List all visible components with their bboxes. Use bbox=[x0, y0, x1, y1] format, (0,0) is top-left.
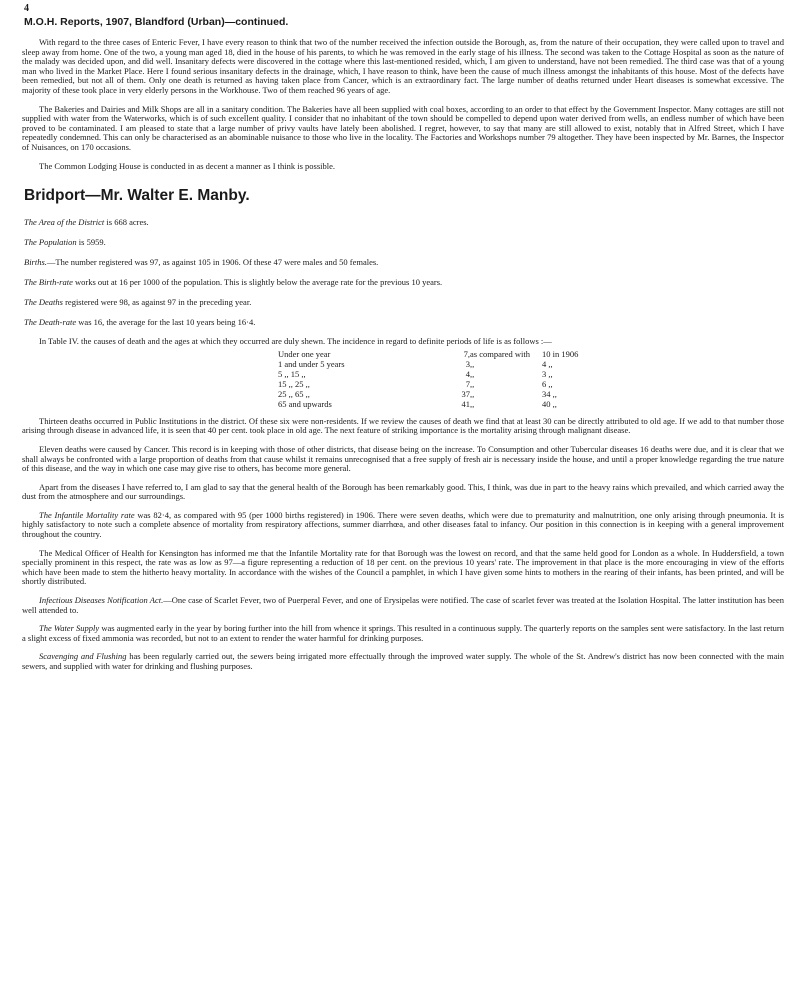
previous-year-cell: 40 ,, bbox=[542, 398, 557, 409]
previous-year-cell: 6 ,, bbox=[542, 378, 553, 389]
compared-cell: ,, bbox=[470, 388, 475, 399]
infectious-diseases-paragraph bbox=[22, 596, 784, 615]
institutions-paragraph: Thirteen deaths occurred in Public Institutions in the district. Of these six were non-residents. If we review the causes of death we find that at least 30 can be directly attributed to old age. If we add to that number those arising through disease in advanced life, it is seen that 40 per cent. took place in old age. The next feature of striking importance is the mortality arising through malignant disease. bbox=[22, 415, 784, 436]
deathrate-line bbox=[24, 317, 784, 327]
population-text: is 5959. bbox=[76, 237, 106, 248]
page-number: 4 bbox=[24, 3, 29, 14]
age-count-cell: 4 bbox=[465, 368, 470, 379]
age-count-cell: 37 bbox=[461, 388, 470, 399]
age-range-cell: 25 ,, 65 ,, bbox=[278, 388, 310, 399]
age-incidence-table bbox=[278, 349, 578, 409]
compared-cell: ,, bbox=[470, 378, 475, 389]
lodging-house-paragraph: The Common Lodging House is conducted in as decent a manner as I think is possible. bbox=[39, 160, 336, 171]
deathrate-label: The Death-rate bbox=[24, 317, 77, 328]
age-range-cell: 15 ,, 25 ,, bbox=[278, 378, 310, 389]
age-count-cell: 7, bbox=[463, 348, 470, 359]
bakeries-paragraph: The Bakeries and Dairies and Milk Shops are all in a sanitary condition. The Bakeries have all been supplied with coal boxes, according to an order to that effect by the Government Inspector. Many cottages are still not supplied with water from the Waterworks, which is of such excellent quality. I consider that no inhabitant of the town should be compelled to depend upon water derived from wells, an endless number of which have been proved to be contaminated. I am pleased to state that a large number of privy vaults have lately been abolished. I regret, however, to say that many are still allowed to exist, notably that in Alfred Street, which I have repeatedly condemned. This can only be characterised as an abominable nuisance to those who live in the locality. The Factories and Workshops number 79 altogether. They have been inspected by Mr. Barnes, the Inspector of Nuisances, on 170 occasions. bbox=[22, 103, 784, 152]
age-row bbox=[278, 369, 578, 379]
previous-year-cell: 4 ,, bbox=[542, 358, 553, 369]
births-label: Births. bbox=[24, 257, 47, 268]
population-line bbox=[24, 237, 784, 247]
population-label: The Population bbox=[24, 237, 77, 248]
deathrate-text: was 16, the average for the last 10 years being 16·4. bbox=[76, 317, 256, 328]
infant-label: The Infantile Mortality rate bbox=[39, 509, 135, 520]
age-row bbox=[278, 389, 578, 399]
age-row bbox=[278, 349, 578, 359]
age-count-cell: 41 bbox=[461, 398, 470, 409]
scavenging-label: Scavenging and Flushing bbox=[39, 651, 127, 662]
age-row bbox=[278, 379, 578, 389]
infant-mortality-paragraph bbox=[22, 511, 784, 540]
age-range-cell: Under one year bbox=[278, 348, 331, 359]
compared-cell: ,, bbox=[470, 358, 475, 369]
compared-cell: ,, bbox=[470, 398, 475, 409]
age-range-cell: 1 and under 5 years bbox=[278, 358, 345, 369]
infant-text: was 82·4, as compared with 95 (per 1000 births registered) in 1906. There were seven deaths, which were due to prematurity and malnutrition, one only arising through pneumonia. It is highly satisfactory to note such a complete absence of mortality from respiratory affections, summer diarrhœa, and other diseases fatal to infancy. Our position in this connection is in keeping with a general improvement throughout the country. bbox=[22, 509, 784, 540]
area-label: The Area of the District bbox=[24, 217, 105, 228]
enteric-fever-paragraph: With regard to the three cases of Enteric Fever, I have every reason to think that two of the number received the infection outside the Borough, as, from the nature of their occupation, they were called upon to travel and sleep away from home. One of the two, a young man aged 18, died in the house of his parents, to which he was removed in the early stage of his illness. The second was taken to the Cottage Hospital as soon as the nature of the malady was decided upon, and did well. Insanitary defects were discovered in the cottage where this last-mentioned resided, which, I am given to understand, have not been remedied. The third case was that of a young man who lived in the Market Place. Here I found serious insanitary defects in the drainage, which, I have reason to think, have been the cause of much illness amongst the inhabitants of this house. Most of the defects have been remedied, but not all of them. Only one death is returned as having taken place from Cancer, which is an extraordinary fact. The large number of deaths returned under Heart diseases is somewhat excessive. The majority of these took place in very elderly persons in the Workhouse. Two of them reached 96 years of age. bbox=[22, 37, 784, 95]
age-range-cell: 5 ,, 15 ,, bbox=[278, 368, 306, 379]
infectious-text: —One case of Scarlet Fever, two of Puerperal Fever, and one of Erysipelas were notified. The case of scarlet fever was treated at the Isolation Hospital. The latter institution has been well attended to. bbox=[22, 595, 784, 615]
birthrate-line bbox=[24, 277, 784, 287]
deaths-line bbox=[24, 297, 784, 307]
deaths-text: registered were 98, as against 97 in the preceding year. bbox=[62, 297, 252, 308]
age-row bbox=[278, 399, 578, 409]
area-line bbox=[24, 217, 784, 227]
births-text: —The number registered was 97, as against 105 in 1906. Of these 47 were males and 50 females. bbox=[46, 257, 379, 268]
previous-year-cell: 10 in 1906 bbox=[542, 348, 579, 359]
age-range-cell: 65 and upwards bbox=[278, 398, 332, 409]
births-line bbox=[24, 257, 784, 267]
kensington-paragraph: The Medical Officer of Health for Kensington has informed me that the Infantile Mortality rate for that Borough was the lowest on record, and that the same held good for London as a whole. In Huddersfield, a town specially prominent in this respect, the rate was as low as 97—a figure representing a reduction of 18 per cent. on the previous 10 years' rate. The improvement in that place is the more encouraging in view of the efforts which have been made to stem the hitherto heavy mortality. In accordance with the wishes of the Council a pamphlet, in which I have given some hints to mothers in the rearing of their infants, has been printed, and will be shortly distributed. bbox=[22, 547, 784, 587]
infectious-label: Infectious Diseases Notification Act. bbox=[39, 595, 164, 606]
scavenging-paragraph bbox=[22, 652, 784, 671]
table-intro-paragraph: In Table IV. the causes of death and the ages at which they occurred are duly shewn. The incidence in regard to definite periods of life is as follows :— bbox=[39, 336, 552, 347]
compared-cell: ,, bbox=[470, 368, 475, 379]
age-count-cell: 7 bbox=[465, 378, 470, 389]
bridport-heading: Bridport—Mr. Walter E. Manby. bbox=[24, 187, 250, 205]
scavenging-text: has been regularly carried out, the sewers being irrigated more effectually through the improved water supply. The whole of the St. Andrew's district has now been connected with the main sewers, and supplied with water for drinking and flushing purposes. bbox=[22, 651, 784, 671]
deaths-label: The Deaths bbox=[24, 297, 63, 308]
compared-cell: as compared with bbox=[470, 348, 530, 359]
water-text: was augmented early in the year by boring further into the hill from whence it springs. This resulted in a continuous supply. The quarterly reports on the samples sent were satisfactory. In the last return a slight excess of fixed ammonia was recorded, but not to an extent to render the water harmful for drinking purposes. bbox=[22, 623, 784, 643]
previous-year-cell: 34 ,, bbox=[542, 388, 557, 399]
report-page bbox=[22, 4, 784, 681]
water-supply-paragraph bbox=[22, 624, 784, 643]
cancer-paragraph: Eleven deaths were caused by Cancer. This record is in keeping with those of other districts, that disease being on the increase. To Consumption and other Tubercular diseases 16 deaths were due, and it is clear that we shall always be confronted with a large proportion of deaths from that cause whilst it remains unrecognised that a free supply of fresh air is necessary inside the house, and until a proper knowledge regarding the true nature of this disease, and the way in which one case may give rise to others, has become more general. bbox=[22, 443, 784, 474]
age-row bbox=[278, 359, 578, 369]
general-health-paragraph: Apart from the diseases I have referred to, I am glad to say that the general health of the Borough has been remarkably good. This, I think, was due in part to the heavy rains which prevailed, and which carried away the dust from the atmosphere and our surroundings. bbox=[22, 481, 784, 502]
birthrate-label: The Birth-rate bbox=[24, 277, 73, 288]
water-label: The Water Supply bbox=[39, 623, 100, 634]
previous-year-cell: 3 ,, bbox=[542, 368, 553, 379]
age-count-cell: 3 bbox=[465, 358, 470, 369]
birthrate-text: works out at 16 per 1000 of the population. This is slightly below the average rate for the previous 10 years. bbox=[72, 277, 443, 288]
running-title: M.O.H. Reports, 1907, Blandford (Urban)—continued. bbox=[24, 16, 289, 28]
area-text: is 668 acres. bbox=[104, 217, 149, 228]
